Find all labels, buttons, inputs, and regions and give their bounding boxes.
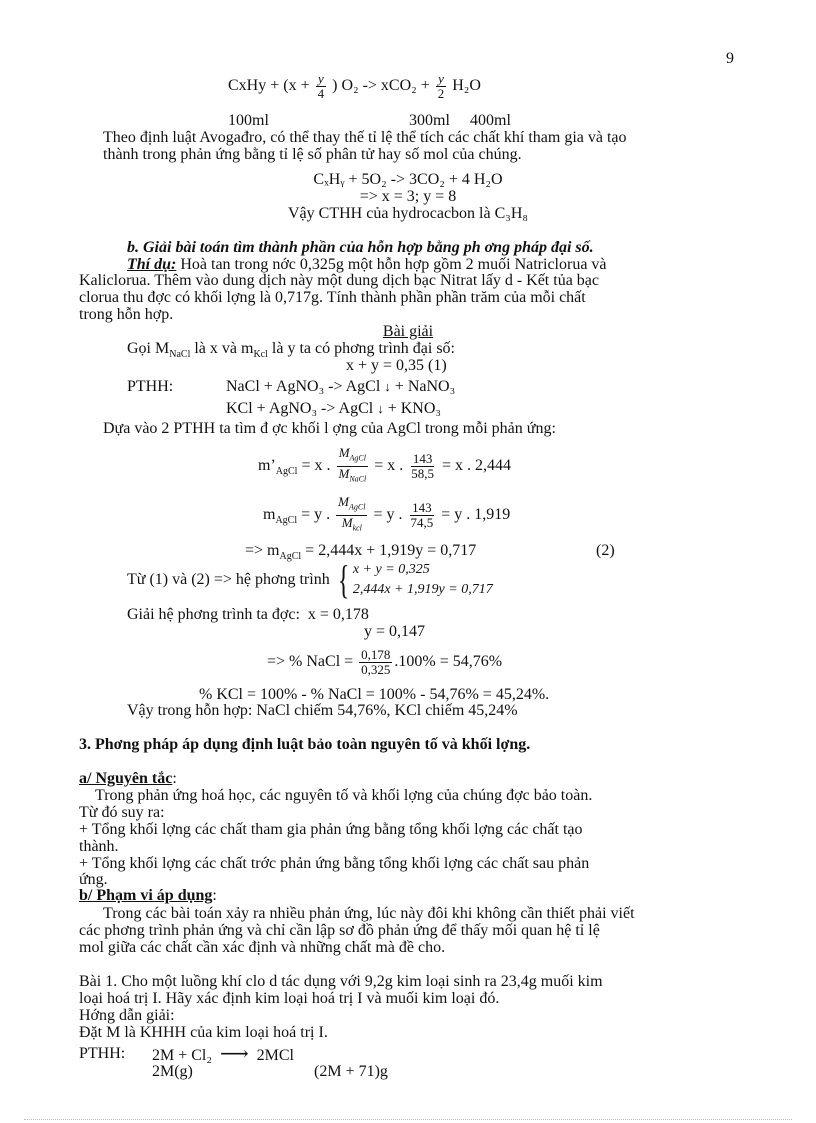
fraction-y-over-2: $\frac{y}{2}$ bbox=[437, 70, 445, 101]
avogadro-line-1: Theo định luật Avogađro, có thể thay thế tỉ lệ thể tích các chất khí tham gia và tạo bbox=[103, 129, 627, 146]
fraction-y-over-4: $\frac{y}{4}$ bbox=[317, 70, 325, 101]
m-agcl-nacl: $m’_{AgCl} = x$ . $\frac{M_{AgCl}}{M_{NaCl}}$ = x . $\frac{143}{58,5}$ = x . 2,444 bbox=[258, 445, 512, 484]
volume-100: 100ml bbox=[228, 112, 269, 129]
reaction-arrow-icon: ⟶ bbox=[219, 1043, 249, 1065]
reaction-nacl: NaCl + AgNO₃ -> AgCl ↓ + NaNO₃ bbox=[226, 378, 456, 395]
exercise-1-line-2: loại hoá trị I. Hãy xác định kim loại hoá trị I và muối kim loại đó. bbox=[79, 990, 500, 1007]
eq1-mid: ) O₂ -> xCO₂ + bbox=[332, 77, 430, 94]
result-xy: => x = 3; y = 8 bbox=[359, 188, 457, 205]
pthh-label-2: PTHH: bbox=[79, 1045, 126, 1062]
principle-line-2: Từ đó suy ra: bbox=[79, 804, 165, 821]
scope-line-1: Trong các bài toán xảy ra nhiều phản ứng, lúc này đôi khi không cần thiết phải viết bbox=[103, 905, 635, 922]
eq1-lhs: CxHy + (x + bbox=[228, 77, 310, 94]
section-b-title: b. Giải bài toán tìm thành phần của hỗn hợp bằng ph ơng pháp đại số. bbox=[127, 239, 594, 256]
solve-line: Giải hệ phơng trình ta đợc: x = 0,178 bbox=[127, 606, 369, 623]
precipitate-arrow-icon: ↓ bbox=[384, 379, 391, 394]
dua-vao-line: Dựa vào 2 PTHH ta tìm đ ợc khối l ợng của AgCl trong mỗi phản ứng: bbox=[103, 420, 556, 437]
percent-kcl: % KCl = 100% - % NaCl = 100% - 54,76% = 45,24%. bbox=[199, 686, 550, 703]
conclusion-formula: Vậy CTHH của hydrocacbon là C₃H₈ bbox=[288, 205, 528, 222]
scope-line-2: các phơng trình phản ứng và chỉ cần lập sơ đồ phản ứng để thấy mối quan hệ tỉ lệ bbox=[79, 922, 600, 939]
section-3-title: 3. Phơng pháp áp dụng định luật bảo toàn nguyên tố và khối lợng. bbox=[79, 736, 531, 753]
equation-system: Từ (1) và (2) => hệ phơng trình { x + y = 0,325 2,444x + 1,919y = 0,717 bbox=[127, 557, 493, 603]
reaction-metal-chlorine: 2M + Cl₂ ⟶ 2MCl bbox=[152, 1043, 294, 1065]
conclusion-mixture: Vậy trong hỗn hợp: NaCl chiếm 54,76%, KCl chiếm 45,24% bbox=[127, 702, 518, 719]
example-line-4: trong hỗn hợp. bbox=[79, 306, 174, 323]
footer-divider bbox=[24, 1119, 792, 1120]
solution-title: Bài giải bbox=[382, 323, 434, 340]
principle-line-6: ứng. bbox=[79, 871, 108, 888]
equation-sum: x + y = 0,35 (1) bbox=[346, 357, 447, 374]
solve-y: y = 0,147 bbox=[364, 623, 426, 640]
principle-line-1: Trong phản ứng hoá học, các nguyên tố và khối lợng của chúng đợc bảo toàn. bbox=[95, 787, 593, 804]
volume-400: 400ml bbox=[470, 112, 511, 129]
scope-line-3: mol giữa các chất cần xác định và những chất mà đề cho. bbox=[79, 939, 446, 956]
eq1-rhs: H₂O bbox=[452, 77, 481, 94]
m-agcl-kcl: $m_{AgCl} = y$ . $\frac{M_{AgCl}}{M_{kcl}}$ = y . $\frac{143}{74,5}$ = y . 1,919 bbox=[263, 494, 511, 533]
exercise-1-line-4: Đặt M là KHHH của kim loại hoá trị I. bbox=[79, 1024, 328, 1041]
precipitate-arrow-icon: ↓ bbox=[377, 401, 384, 416]
volume-300: 300ml bbox=[409, 112, 450, 129]
reaction-kcl: KCl + AgNO₃ -> AgCl ↓ + KNO₃ bbox=[226, 400, 441, 417]
principle-line-3: + Tổng khối lợng các chất tham gia phản ứng bằng tổng khối lợng các chất tạo bbox=[79, 821, 583, 838]
mass-2m-71: (2M + 71)g bbox=[314, 1063, 388, 1080]
pthh-label: PTHH: bbox=[127, 378, 174, 395]
page-number: 9 bbox=[726, 50, 734, 67]
example-line-1: Thí dụ: Hoà tan trong nớc 0,325g một hỗn hợp gồm 2 muối Natriclorua và bbox=[127, 256, 607, 273]
avogadro-line-2: thành trong phản ứng bằng tỉ lệ số phân tử hay số mol của chúng. bbox=[103, 146, 522, 163]
m-agcl-total: => $m_{AgCl} = 2,444x + 1,919y = 0,717$ bbox=[245, 542, 477, 563]
mass-2m: 2M(g) bbox=[152, 1063, 193, 1080]
scope-title: b/ Phạm vi áp dụng: bbox=[79, 887, 217, 904]
exercise-1-line-3: Hớng dẫn giải: bbox=[79, 1007, 175, 1024]
principle-line-4: thành. bbox=[79, 838, 119, 855]
principle-title: a/ Nguyên tắc: bbox=[79, 770, 177, 787]
example-line-3: clorua thu đợc có khối lợng là 0,717g. Tính thành phần phần trăm của mỗi chất bbox=[79, 289, 586, 306]
equation-tag-2: (2) bbox=[596, 542, 615, 559]
example-line-2: Kaliclorua. Thêm vào dung dịch này một dung dịch bạc Nitrat lấy d - Kết tủa bạc bbox=[79, 272, 599, 289]
equation-propane: CₓHᵧ + 5O₂ -> 3CO₂ + 4 H₂O bbox=[313, 171, 503, 188]
percent-nacl: => % NaCl = $\frac{0,178}{0,325}$ .100% = 54,76% bbox=[267, 646, 503, 677]
equation-combustion bbox=[228, 70, 481, 102]
goi-line: Gọi $M_{NaCl}$ là x và $m_{Kcl}$ là y ta có phơng trình đại số: bbox=[127, 340, 455, 361]
principle-line-5: + Tổng khối lợng các chất trớc phản ứng bằng tổng khối lợng các chất sau phản bbox=[79, 855, 590, 872]
example-label: Thí dụ: bbox=[127, 256, 177, 273]
exercise-1-line-1: Bài 1. Cho một luồng khí clo d tác dụng với 9,2g kim loại sinh ra 23,4g muối kim bbox=[79, 973, 603, 990]
